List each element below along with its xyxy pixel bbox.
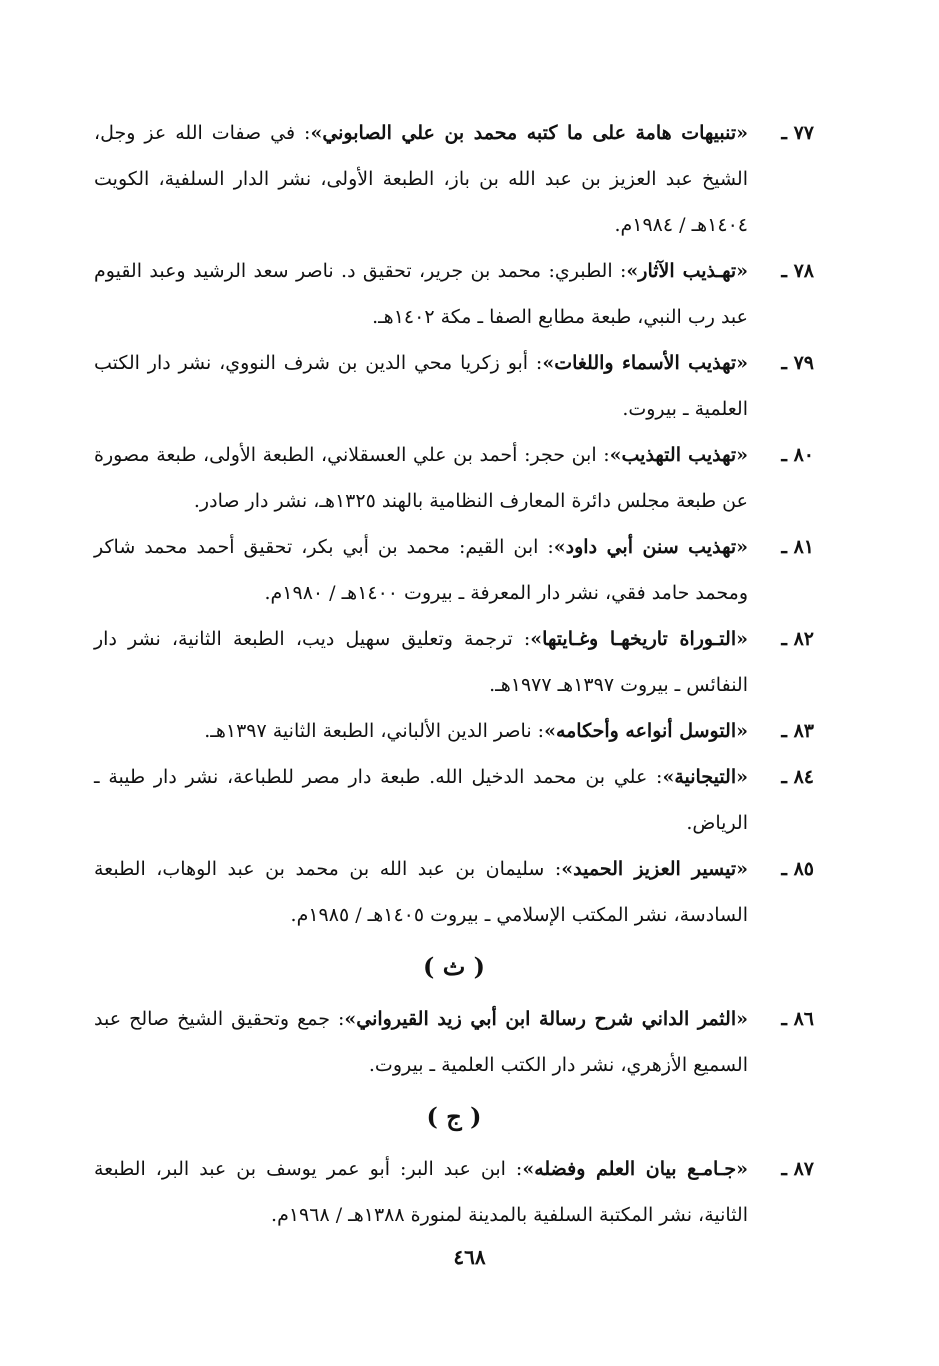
entry-number: ٨٣ ـ: [781, 720, 814, 742]
entry-number: ٨٥ ـ: [781, 858, 814, 880]
entry-83: [94, 708, 814, 754]
entry-text: : أبو زكريا محي الدين بن شرف النووي، نشر دار الكتب العلمية ـ بيروت.: [94, 352, 748, 420]
bibliography-page: [94, 110, 814, 1238]
entry-86: [94, 996, 814, 1088]
entry-title: «التوسل أنواعه وأحكامه»: [544, 720, 748, 742]
entry-number: ٨٢ ـ: [781, 628, 814, 650]
entry-text: : علي بن محمد الدخيل الله. طبعة دار مصر للطباعة، نشر دار طيبة ـ الرياض.: [94, 766, 748, 834]
entry-title: «تنبيهات هامة على ما كتبه محمد بن علي الصابوني»: [310, 122, 748, 144]
entry-text: : ابن القيم: محمد بن أبي بكر، تحقيق أحمد محمد شاكر ومحمد حامد فقي، نشر دار المعرفة ـ بيروت ١٤٠٠هـ / ١٩٨٠م.: [94, 536, 748, 604]
entry-title: «تيسير العزيز الحميد»: [561, 858, 748, 880]
entry-85: [94, 846, 814, 938]
section-heading-jim: ( ج ): [426, 1102, 482, 1131]
entry-title: «تهـذيب الآثار»: [626, 260, 748, 282]
entry-text: : في صفات الله عز وجل، الشيخ عبد العزيز بن عبد الله بن باز، الطبعة الأولى، نشر الدار السلفية، الكويت ١٤٠٤هـ / ١٩٨٤م.: [94, 122, 748, 236]
entry-number: ٨٧ ـ: [781, 1158, 814, 1180]
entry-text: : ترجمة وتعليق سهيل ديب، الطبعة الثانية، نشر دار النفائس ـ بيروت ١٣٩٧هـ ١٩٧٧هـ.: [94, 628, 748, 696]
entry-title: «تهذيب الأسماء واللغات»: [542, 352, 749, 374]
entry-87: [94, 1146, 814, 1238]
entry-82: [94, 616, 814, 708]
entry-text: : ناصر الدين الألباني، الطبعة الثانية ١٣٩٧هـ.: [204, 720, 545, 742]
entry-title: «تهذيب التهذيب»: [609, 444, 749, 466]
entry-number: ٨١ ـ: [781, 536, 814, 558]
entry-text: : سليمان بن عبد الله بن محمد بن عبد الوهاب، الطبعة السادسة، نشر المكتب الإسلامي ـ بيروت ١٤٠٥هـ / ١٩٨٥م.: [94, 858, 748, 926]
entry-title: «تهذيب سنن أبي داود»: [553, 536, 748, 558]
entry-text: : ابن عبد البر: أبو عمر يوسف بن عبد البر، الطبعة الثانية، نشر المكتبة السلفية بالمدينة لمنورة ١٣٨٨هـ / ١٩٦٨م.: [94, 1158, 748, 1226]
section-heading-tha: ( ث ): [422, 952, 485, 981]
entry-number: ٨٤ ـ: [781, 766, 814, 788]
entry-title: «جـامـع بيان العلم وفضله»: [522, 1158, 749, 1180]
entry-84: [94, 754, 814, 846]
page-number: ٤٦٨: [453, 1245, 486, 1269]
entry-81: [94, 524, 814, 616]
entry-number: ٧٧ ـ: [781, 122, 814, 144]
entry-number: ٨٦ ـ: [781, 1008, 814, 1030]
entry-text: : جمع وتحقيق الشيخ صالح عبد السميع الأزهري، نشر دار الكتب العلمية ـ بيروت.: [94, 1008, 748, 1076]
entry-title: «الثمر الداني شرح رسالة ابن أبي زيد القيرواني»: [344, 1008, 748, 1030]
entry-78: [94, 248, 814, 340]
entry-title: «التيجانية»: [662, 766, 748, 788]
entry-text: : ابن حجر: أحمد بن علي العسقلاني، الطبعة الأولى، طبعة مصورة عن طبعة مجلس دائرة المعارف النظامية بالهند ١٣٢٥هـ، نشر دار صادر.: [94, 444, 748, 512]
entry-77: [94, 110, 814, 248]
entry-title: «التـوراة تاريخهـا وغـايتها»: [530, 628, 748, 650]
entry-number: ٧٩ ـ: [781, 352, 814, 374]
entry-text: : الطبري: محمد بن جرير، تحقيق د. ناصر سعد الرشيد وعبد القيوم عبد رب النبي، طبعة مطابع الصفا ـ مكة ١٤٠٢هـ.: [94, 260, 748, 328]
entry-number: ٧٨ ـ: [781, 260, 814, 282]
entry-79: [94, 340, 814, 432]
entry-80: [94, 432, 814, 524]
entry-number: ٨٠ ـ: [781, 444, 814, 466]
